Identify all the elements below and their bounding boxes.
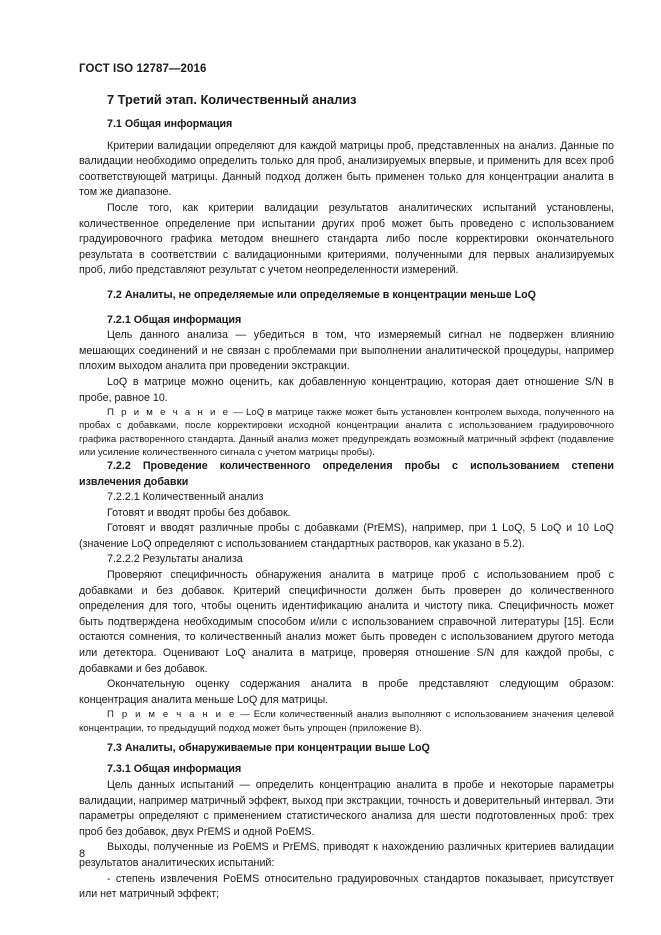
document-header: ГОСТ ISO 12787—2016 (79, 63, 207, 75)
note-text: — LoQ в матрице также может быть установлен контролем выхода, полученного на пробах с добавками, после корректировки исходной концентрации аналита с использованием градуировочного графика растворенного стандарта. Данный анализ может предупреждать возможный матричный эффект (подавление или усиление количественного сигнала с учетом матрицы пробы). (79, 407, 614, 458)
section-7-2-heading: 7.2 Аналиты, не определяемые или определяемые в концентрации меньше LoQ (107, 288, 536, 301)
paragraph: Цель данного анализа — убедиться в том, что измеряемый сигнал не подвержен влиянию мешающих соединений и не связан с проблемами при выполнении аналитической процедуры, например плохим выходом аналита при проведении экстракции. (79, 329, 614, 373)
section-7-3-1-heading: 7.3.1 Общая информация (107, 763, 242, 776)
section-7-2-2-1-heading: 7.2.2.1 Количественный анализ (107, 491, 264, 504)
note-label: П р и м е ч а н и е (107, 407, 230, 419)
section-7-2-2-heading: 7.2.2 Проведение количественного определения пробы с использованием степени извлечения добавки (79, 459, 614, 488)
note-label: П р и м е ч а н и е (107, 709, 237, 721)
paragraph: LoQ в матрице можно оценить, как добавленную концентрацию, которая дает отношение S/N в пробе, равное 10. (79, 375, 614, 404)
paragraph: Выходы, полученные из PoEMS и PrEMS, приводят к нахождению различных критериев валидации результатов аналитических испытаний: (79, 841, 614, 869)
note-2 (79, 708, 614, 734)
paragraph: Проверяют специфичность обнаружения аналита в матрице проб с использованием проб с добавками и без добавок. Критерий специфичности должен быть проверен до количественного определения для того, чтобы оценить идентификацию аналита и чистоту пика. Специфичность может быть подтверждена необходимым способом и/или с использованием справочной литературы [15]. Если остаются сомнения, то количественный анализ может быть проведен с использованием другого метода или детектора. Оценивают LoQ аналита в матрице, проверяя отношение S/N для каждой пробы, с добавками и без добавок. (79, 569, 614, 675)
paragraph: Критерии валидации определяют для каждой матрицы проб, представленных на анализ. Данные по валидации необходимо определить только для проб, анализируемых впервые, и применить для всех проб соответствующей матрицы. Данный подход должен быть применен только для концентрации аналита в том же диапазоне. (79, 139, 614, 199)
section-7-2-1-heading: 7.2.1 Общая информация (107, 313, 242, 326)
page-number: 8 (79, 848, 86, 860)
paragraph: После того, как критерии валидации результатов аналитических испытаний установлены, количественное определение при испытании других проб может быть проведено с использованием градуировочного графика методом внешнего стандарта либо после корректировки окончательного результата в соответствии с валидационными критериями, полученными для первых анализируемых проб, либо представляют результат с учетом неопределенности измерений. (79, 201, 614, 277)
section-7-heading: 7 Третий этап. Количественный анализ (107, 92, 357, 107)
page-content (79, 92, 614, 903)
paragraph: Цель данных испытаний — определить концентрацию аналита в пробе и некоторые параметры валидации, например матричный эффект, выход при экстракции, точность и доверительный интервал. Эти параметры определяют с применением статистического анализа для шести подготовленных проб: трех проб без добавок, двух PrEMS и одной PoEMS. (79, 779, 614, 838)
paragraph: Готовят и вводят пробы без добавок. (107, 506, 291, 519)
paragraph: Готовят и вводят различные пробы с добавками (PrEMS), например, при 1 LoQ, 5 LoQ и 10 LoQ (значение LoQ определяют с использованием стандартных растворов, как указано в 5.2). (79, 522, 614, 550)
section-7-2-2-2-heading: 7.2.2.2 Результаты анализа (107, 553, 243, 566)
list-item: - степень извлечения PoEMS относительно градуировочных стандартов показывает, присутствует или нет матричный эффект; (79, 872, 614, 901)
note-1 (79, 406, 614, 459)
paragraph: Окончательную оценку содержания аналита в пробе представляют следующим образом: концентрация аналита меньше LoQ для матрицы. (79, 678, 614, 706)
section-7-1-heading: 7.1 Общая информация (107, 118, 233, 130)
note-text: — Если количественный анализ выполняют с использованием значения целевой концентрации, то предыдущий подход может быть упрощен (приложение B). (79, 709, 614, 734)
section-7-3-heading: 7.3 Аналиты, обнаруживаемые при концентрации выше LoQ (107, 741, 430, 754)
